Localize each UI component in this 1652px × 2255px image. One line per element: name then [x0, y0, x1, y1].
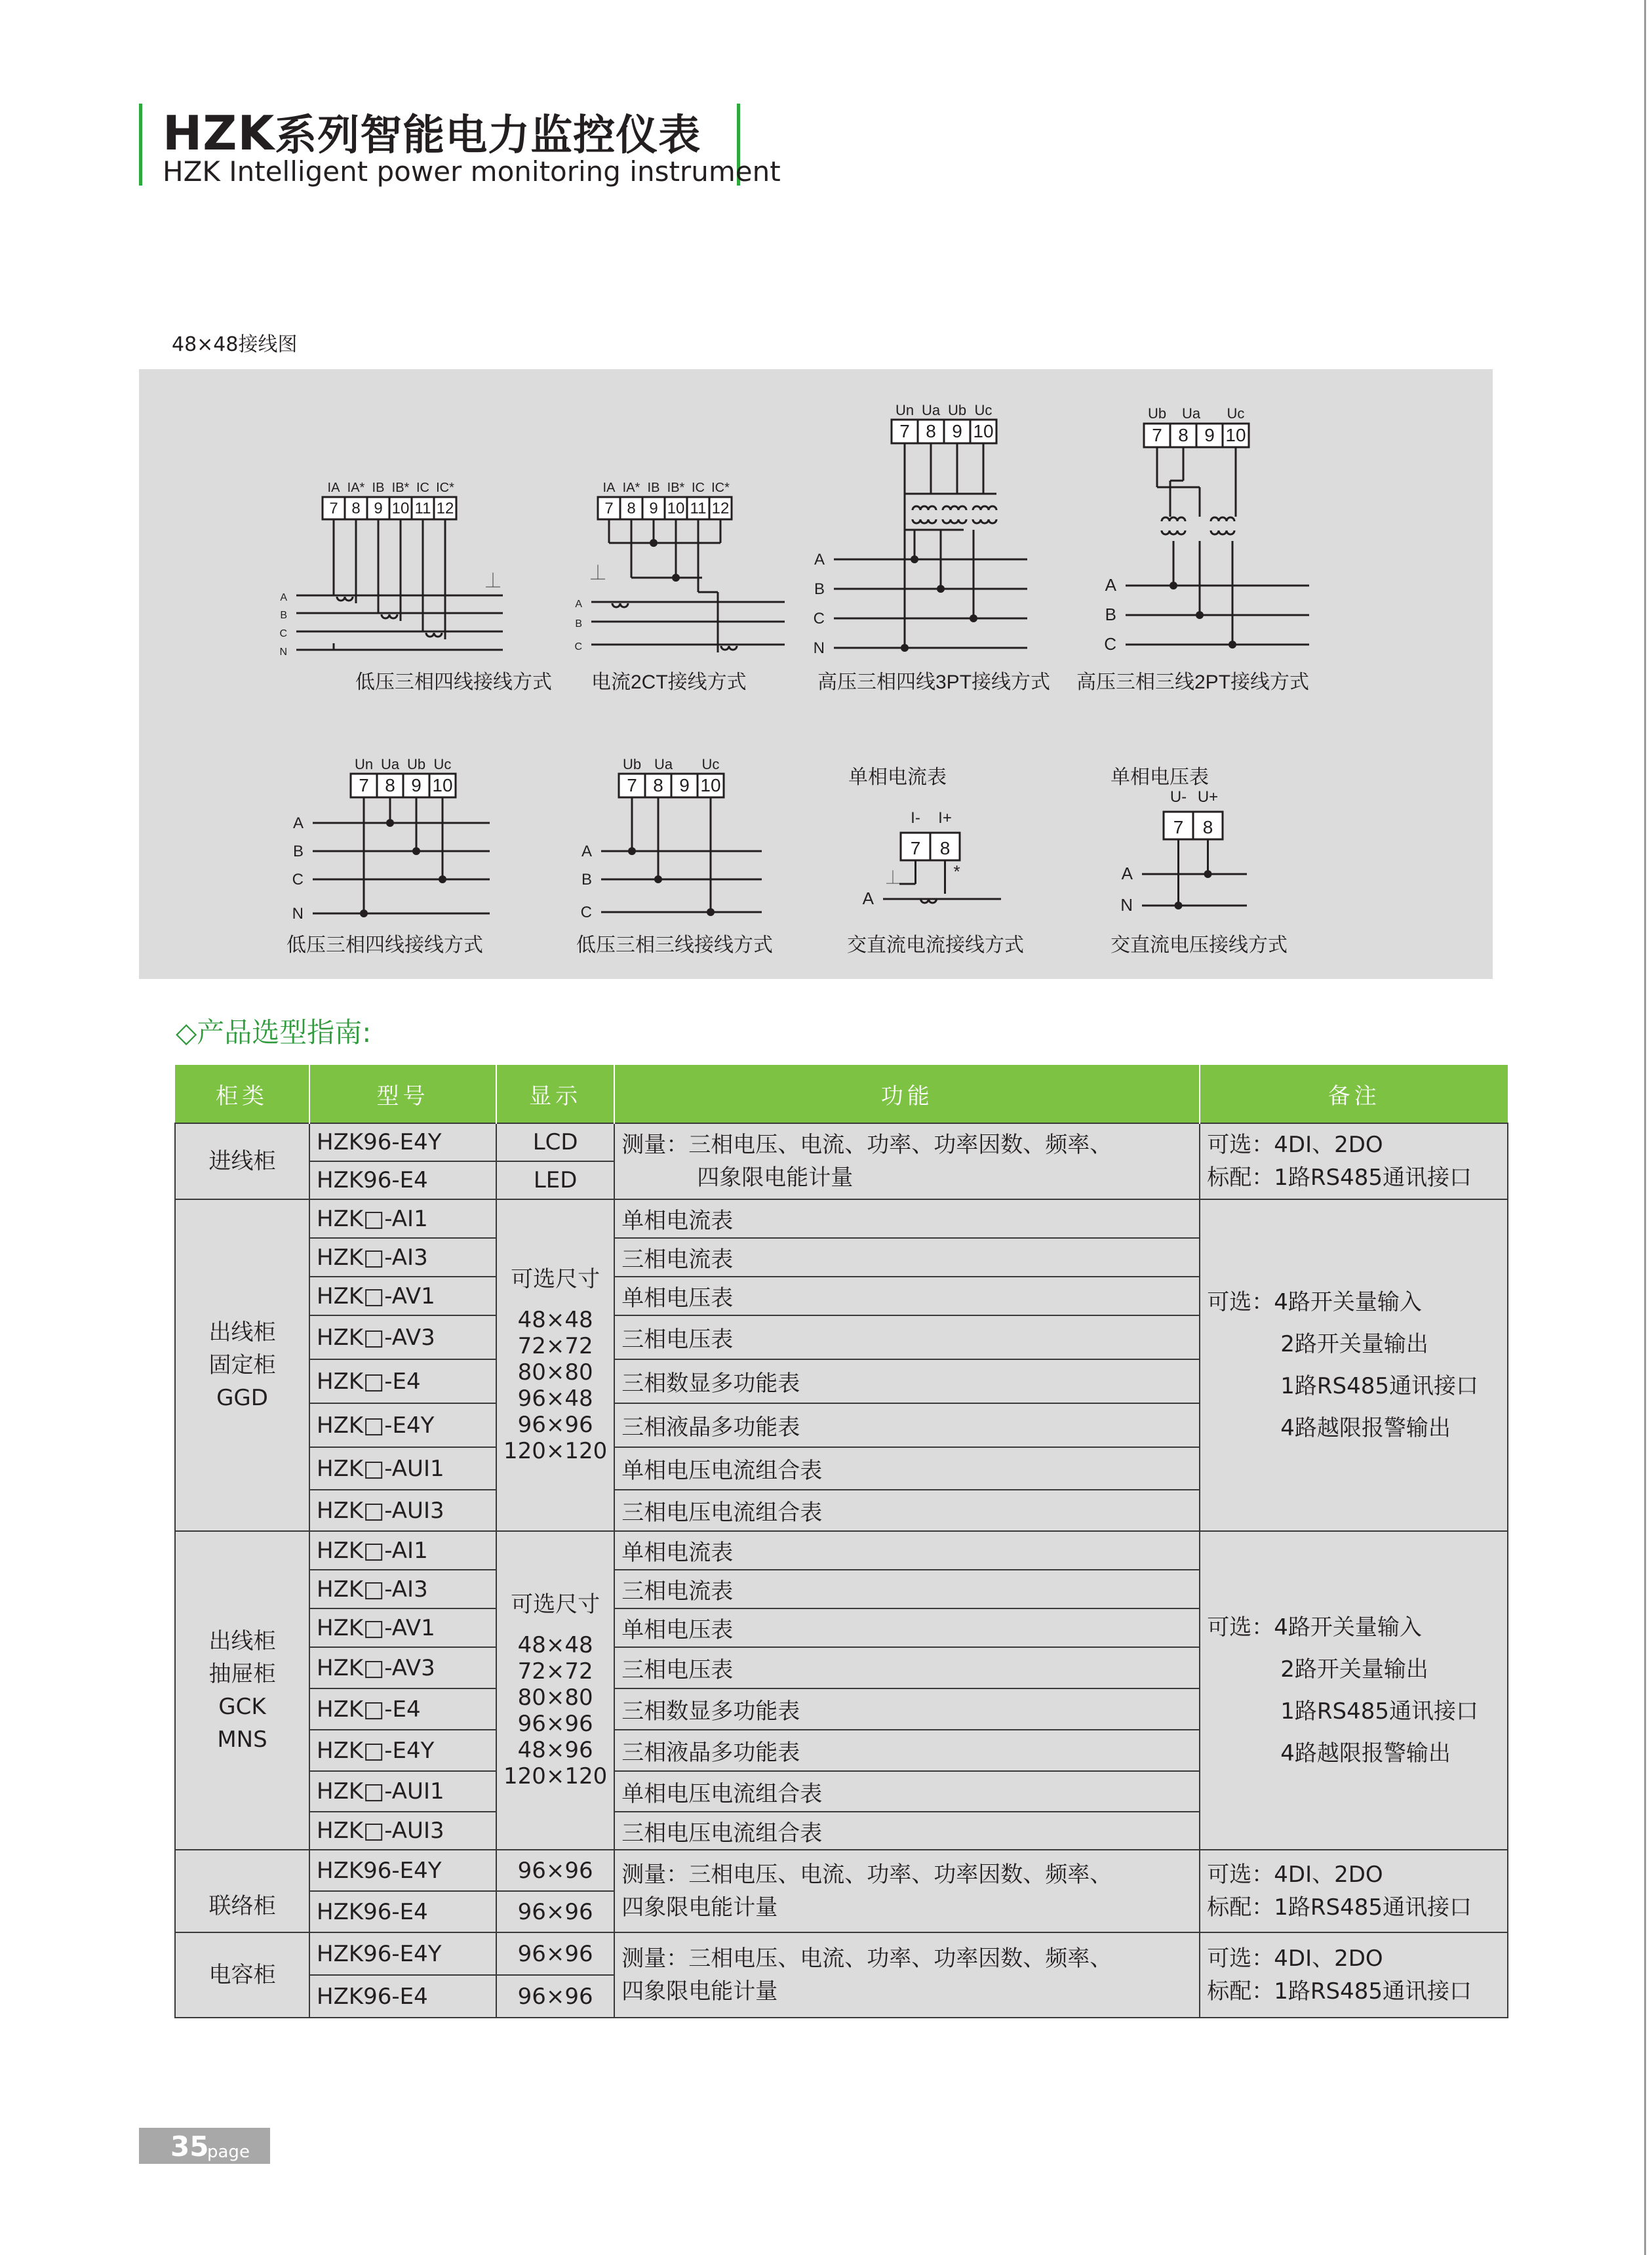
- terminal-number: 7: [359, 775, 369, 795]
- function-cell: [614, 1850, 1200, 1932]
- function-line: 四象限电能计量: [621, 1978, 778, 2005]
- table-row: [175, 1199, 1508, 1238]
- terminal-label: IA: [602, 481, 616, 495]
- col-header-note: 备注: [1200, 1065, 1508, 1123]
- function-cell: 单相电压电流组合表: [614, 1771, 1200, 1812]
- terminal-number: 7: [329, 500, 338, 517]
- junction-dot: [1229, 641, 1236, 649]
- table-header-row: [175, 1065, 1508, 1123]
- size-option: 72×72: [517, 1658, 593, 1685]
- page-title: HZK系列智能电力监控仪表: [163, 106, 701, 161]
- phase-label: B: [814, 580, 825, 598]
- diagram-caption: 低压三相四线接线方式: [355, 671, 552, 693]
- terminal-label: Un: [354, 756, 374, 772]
- note-line: 可选：4路开关量输入: [1207, 1614, 1422, 1641]
- terminal-number: 8: [653, 775, 663, 795]
- phase-label: C: [292, 871, 304, 888]
- pt-winding: [913, 506, 936, 510]
- terminal-label: Un: [895, 402, 914, 418]
- terminal-label: Ua: [1181, 405, 1201, 422]
- size-option: 96×96: [517, 1412, 593, 1438]
- junction-dot: [386, 819, 394, 827]
- function-cell: 三相电压电流组合表: [614, 1490, 1200, 1531]
- model-cell: HZK□-E4: [309, 1359, 496, 1403]
- diagram-caption: 电流2CT接线方式: [591, 671, 747, 693]
- terminal-number: 10: [667, 500, 685, 517]
- junction-dot: [654, 875, 662, 883]
- size-option: 96×48: [517, 1386, 593, 1412]
- note-line: 4路越限报警输出: [1280, 1415, 1451, 1441]
- phase-label: C: [574, 641, 582, 652]
- model-cell: HZK96-E4Y: [309, 1123, 496, 1161]
- terminal-label: Uc: [433, 756, 452, 772]
- display-cell: 96×96: [496, 1932, 614, 1975]
- junction-dot: [937, 585, 945, 593]
- terminal-number: 8: [1178, 425, 1189, 445]
- note-line: 可选：4DI、2DO: [1207, 1862, 1383, 1888]
- category-line: 固定柜: [208, 1352, 276, 1378]
- table-row: [175, 1850, 1508, 1891]
- note-line: 1路RS485通讯接口: [1280, 1698, 1479, 1725]
- function-cell: 单相电流表: [614, 1531, 1200, 1570]
- category-cell: 电容柜: [175, 1932, 309, 2018]
- diagram-caption: 高压三相四线3PT接线方式: [817, 671, 1051, 693]
- phase-label: B: [292, 843, 304, 860]
- model-cell: HZK□-AUI3: [309, 1812, 496, 1850]
- note-line: 标配：1路RS485通讯接口: [1207, 1894, 1472, 1921]
- function-cell: [614, 1123, 1200, 1199]
- model-cell: HZK□-AI3: [309, 1238, 496, 1277]
- diagram-caption: 低压三相四线接线方式: [286, 934, 483, 956]
- size-option: 120×120: [503, 1438, 608, 1464]
- terminal-label: IC*: [711, 481, 730, 495]
- phase-label: N: [292, 905, 304, 923]
- terminal-number: 8: [1202, 817, 1213, 837]
- phase-label: B: [581, 871, 592, 888]
- model-cell: HZK□-AV3: [309, 1647, 496, 1688]
- terminal-number: 10: [973, 421, 994, 441]
- polarity-mark: *: [953, 862, 960, 881]
- terminal-number: 7: [1152, 425, 1162, 445]
- function-line: 测量：三相电压、电流、功率、功率因数、频率、: [621, 1132, 1112, 1158]
- wiring-section-title: 48×48接线图: [172, 333, 298, 356]
- category-cell: 联络柜: [175, 1850, 309, 1932]
- terminal-number: 8: [385, 775, 395, 795]
- function-cell: 三相电压表: [614, 1315, 1200, 1359]
- function-cell: 三相数显多功能表: [614, 1359, 1200, 1403]
- model-cell: HZK□-AV1: [309, 1277, 496, 1315]
- model-cell: HZK□-E4: [309, 1688, 496, 1730]
- note-cell: [1200, 1123, 1508, 1199]
- terminal-label: IB: [372, 481, 385, 495]
- junction-dot: [628, 847, 636, 855]
- guide-title: ◇产品选型指南:: [176, 1016, 372, 1048]
- category-line: 抽屉柜: [208, 1661, 276, 1687]
- note-line: 2路开关量输出: [1280, 1331, 1428, 1357]
- size-option: 48×48: [517, 1307, 593, 1333]
- page-right-border: [1644, 0, 1646, 2255]
- function-line: 四象限电能计量: [621, 1894, 778, 1921]
- ct-coil: [382, 614, 397, 618]
- function-cell: 三相电压表: [614, 1647, 1200, 1688]
- note-line: 1路RS485通讯接口: [1280, 1373, 1479, 1399]
- size-option: 96×96: [517, 1711, 593, 1737]
- pt-winding: [1162, 517, 1185, 521]
- display-cell: LCD: [496, 1123, 614, 1161]
- model-cell: HZK□-AUI1: [309, 1771, 496, 1812]
- category-line: 出线柜: [208, 1319, 276, 1346]
- pt-winding: [913, 519, 936, 523]
- size-option: 48×48: [517, 1632, 593, 1658]
- note-line: 2路开关量输出: [1280, 1656, 1428, 1683]
- size-option: 48×96: [517, 1737, 593, 1763]
- phase-label: C: [279, 628, 287, 639]
- pt-winding: [973, 519, 996, 523]
- selection-table: [174, 1065, 1508, 2018]
- ct-coil: [426, 633, 442, 637]
- page-subtitle: HZK Intelligent power monitoring instrument: [163, 155, 781, 188]
- model-cell: HZK□-AI1: [309, 1199, 496, 1238]
- terminal-label: I+: [938, 809, 952, 827]
- note-line: 标配：1路RS485通讯接口: [1207, 1978, 1472, 2005]
- function-cell: 单相电压表: [614, 1277, 1200, 1315]
- junction-dot: [970, 614, 977, 622]
- junction-dot: [412, 847, 420, 855]
- ct-coil: [612, 603, 628, 607]
- note-cell: [1200, 1932, 1508, 2018]
- header-left-bar: [139, 104, 142, 186]
- ct-coil: [337, 597, 353, 601]
- junction-dot: [360, 909, 368, 917]
- terminal-label: IB*: [391, 481, 410, 495]
- terminal-number: 9: [1204, 425, 1215, 445]
- terminal-number: 9: [411, 775, 422, 795]
- junction-dot: [901, 644, 909, 652]
- ground-icon: ⏊: [485, 572, 501, 589]
- diagram-title: 单相电流表: [848, 767, 947, 788]
- phase-label: B: [1105, 605, 1116, 624]
- display-cell: 96×96: [496, 1850, 614, 1891]
- diagram-title: 单相电压表: [1111, 767, 1209, 788]
- model-cell: HZK□-AUI3: [309, 1490, 496, 1531]
- phase-label: N: [279, 647, 287, 658]
- category-line: GGD: [216, 1385, 268, 1411]
- pt-winding: [1211, 517, 1234, 521]
- pt-winding: [943, 519, 966, 523]
- terminal-label: IA*: [622, 481, 640, 495]
- junction-dot: [1204, 870, 1212, 878]
- category-cell: 进线柜: [175, 1123, 309, 1199]
- diagram-caption: 交直流电流接线方式: [847, 934, 1024, 956]
- display-title: 可选尺寸: [511, 1591, 600, 1618]
- note-line: 4路越限报警输出: [1280, 1740, 1451, 1766]
- function-cell: 三相电流表: [614, 1238, 1200, 1277]
- model-cell: HZK96-E4: [309, 1975, 496, 2018]
- function-line: 四象限电能计量: [697, 1165, 854, 1191]
- terminal-label: Ub: [622, 756, 642, 772]
- terminal-number: 8: [351, 500, 361, 517]
- terminal-number: 11: [414, 500, 431, 517]
- terminal-label: IC*: [436, 481, 454, 495]
- display-cell: 96×96: [496, 1975, 614, 2018]
- phase-label: N: [813, 639, 825, 657]
- model-cell: HZK□-E4Y: [309, 1403, 496, 1447]
- function-cell: 三相数显多功能表: [614, 1688, 1200, 1730]
- table-row: [175, 1123, 1508, 1161]
- diagram-caption: 低压三相三线接线方式: [576, 934, 773, 956]
- phase-label: B: [575, 618, 582, 629]
- model-cell: HZK□-E4Y: [309, 1730, 496, 1771]
- junction-dot: [1170, 582, 1177, 589]
- phase-label: A: [581, 843, 592, 860]
- function-line: 测量：三相电压、电流、功率、功率因数、频率、: [621, 1862, 1112, 1888]
- wiring-diagram-panel: [139, 369, 1493, 979]
- col-header-category: 柜类: [175, 1065, 309, 1123]
- terminal-label: IB: [647, 481, 660, 495]
- category-cell: [175, 1531, 309, 1850]
- terminal-number: 11: [690, 500, 707, 517]
- phase-label: A: [1121, 864, 1133, 883]
- phase-label: A: [814, 551, 825, 569]
- page-number: 35: [170, 2130, 209, 2163]
- category-line: MNS: [217, 1726, 267, 1753]
- phase-label: A: [292, 814, 304, 832]
- model-cell: HZK□-AI1: [309, 1531, 496, 1570]
- note-line: 可选：4DI、2DO: [1207, 1132, 1383, 1158]
- terminal-number: 8: [939, 838, 951, 858]
- terminal-label: Uc: [974, 402, 993, 418]
- phase-label: A: [1105, 575, 1116, 595]
- model-cell: HZK96-E4Y: [309, 1932, 496, 1975]
- model-cell: HZK□-AV1: [309, 1608, 496, 1647]
- phase-label: A: [862, 888, 874, 908]
- terminal-label: Uc: [1227, 405, 1245, 422]
- phase-label: C: [580, 904, 592, 921]
- terminal-label: IC: [416, 481, 429, 495]
- function-cell: 三相液晶多功能表: [614, 1730, 1200, 1771]
- phase-label: A: [280, 592, 287, 603]
- function-cell: 单相电压电流组合表: [614, 1447, 1200, 1490]
- note-line: 可选：4路开关量输入: [1207, 1289, 1422, 1315]
- terminal-number: 8: [627, 500, 636, 517]
- terminal-label: I-: [911, 809, 920, 827]
- pt-winding: [1162, 530, 1185, 534]
- col-header-function: 功能: [614, 1065, 1200, 1123]
- size-option: 80×80: [517, 1685, 593, 1711]
- function-line: 测量：三相电压、电流、功率、功率因数、频率、: [621, 1946, 1112, 1972]
- terminal-number: 10: [432, 775, 453, 795]
- terminal-number: 10: [700, 775, 721, 795]
- terminal-number: 9: [374, 500, 383, 517]
- terminal-number: 9: [649, 500, 658, 517]
- model-cell: HZK□-AV3: [309, 1315, 496, 1359]
- terminal-number: 12: [436, 500, 454, 517]
- function-cell: 单相电压表: [614, 1608, 1200, 1647]
- terminal-number: 9: [679, 775, 690, 795]
- display-cell: LED: [496, 1161, 614, 1199]
- terminal-label: Ub: [406, 756, 426, 772]
- terminal-label: Ua: [921, 402, 941, 418]
- junction-dot: [672, 574, 680, 582]
- size-option: 120×120: [503, 1763, 608, 1789]
- terminal-label: Ua: [380, 756, 400, 772]
- terminal-label: U-: [1170, 788, 1187, 806]
- model-cell: HZK□-AUI1: [309, 1447, 496, 1490]
- terminal-number: 9: [952, 421, 962, 441]
- note-cell: [1200, 1850, 1508, 1932]
- terminal-number: 7: [899, 421, 910, 441]
- size-option: 80×80: [517, 1359, 593, 1386]
- size-option: 72×72: [517, 1333, 593, 1359]
- phase-label: C: [1104, 634, 1116, 654]
- terminal-number: 10: [1225, 425, 1246, 445]
- model-cell: HZK96-E4: [309, 1891, 496, 1932]
- terminal-number: 8: [926, 421, 936, 441]
- phase-label: C: [813, 610, 825, 628]
- pt-winding: [1211, 530, 1234, 534]
- note-line: 标配：1路RS485通讯接口: [1207, 1165, 1472, 1191]
- terminal-label: IC: [692, 481, 705, 495]
- function-cell: [614, 1932, 1200, 2018]
- terminal-label: IA*: [347, 481, 365, 495]
- model-cell: HZK96-E4: [309, 1161, 496, 1199]
- note-cell: [1200, 1531, 1508, 1850]
- junction-dot: [707, 908, 715, 916]
- page-word: page: [207, 2142, 250, 2162]
- terminal-number: 7: [910, 838, 921, 858]
- function-cell: 三相电流表: [614, 1570, 1200, 1608]
- model-cell: HZK96-E4Y: [309, 1850, 496, 1891]
- phase-label: B: [280, 610, 287, 621]
- col-header-model: 型号: [309, 1065, 496, 1123]
- terminal-label: Ua: [654, 756, 673, 772]
- table-row: [175, 1531, 1508, 1570]
- display-cell: 96×96: [496, 1891, 614, 1932]
- pt-winding: [973, 506, 996, 510]
- junction-dot: [1196, 611, 1204, 619]
- category-line: GCK: [218, 1694, 266, 1720]
- function-cell: 三相液晶多功能表: [614, 1403, 1200, 1447]
- terminal-number: 12: [711, 500, 730, 517]
- model-cell: HZK□-AI3: [309, 1570, 496, 1608]
- phase-label: N: [1120, 895, 1133, 915]
- junction-dot: [1175, 902, 1183, 909]
- phase-label: A: [575, 599, 582, 610]
- terminal-number: 7: [627, 775, 637, 795]
- display-cell: [496, 1199, 614, 1531]
- terminal-number: 7: [1173, 817, 1184, 837]
- pt-winding: [943, 506, 966, 510]
- note-cell: [1200, 1199, 1508, 1531]
- junction-dot: [911, 555, 918, 563]
- display-cell: [496, 1531, 614, 1850]
- display-title: 可选尺寸: [511, 1266, 600, 1292]
- terminal-label: Ub: [947, 402, 967, 418]
- diagram-caption: 交直流电压接线方式: [1111, 934, 1288, 956]
- terminal-number: 10: [391, 500, 410, 517]
- category-line: 出线柜: [208, 1628, 276, 1654]
- function-cell: 单相电流表: [614, 1199, 1200, 1238]
- category-cell: [175, 1199, 309, 1531]
- junction-dot: [650, 539, 658, 547]
- terminal-label: Ub: [1147, 405, 1167, 422]
- col-header-display: 显示: [496, 1065, 614, 1123]
- terminal-label: IB*: [667, 481, 685, 495]
- ground-icon: ⏊: [590, 565, 606, 581]
- ct-coil: [721, 646, 737, 650]
- diagram-caption: 高压三相三线2PT接线方式: [1076, 671, 1310, 693]
- terminal-number: 7: [604, 500, 614, 517]
- terminal-label: U+: [1197, 788, 1219, 806]
- ground-icon: ⏊: [886, 871, 899, 885]
- note-line: 可选：4DI、2DO: [1207, 1946, 1383, 1972]
- junction-dot: [439, 875, 446, 883]
- terminal-label: Uc: [701, 756, 720, 772]
- function-cell: 三相电压电流组合表: [614, 1812, 1200, 1850]
- table-row: [175, 1932, 1508, 1975]
- terminal-label: IA: [327, 481, 340, 495]
- page-badge: [139, 2128, 270, 2164]
